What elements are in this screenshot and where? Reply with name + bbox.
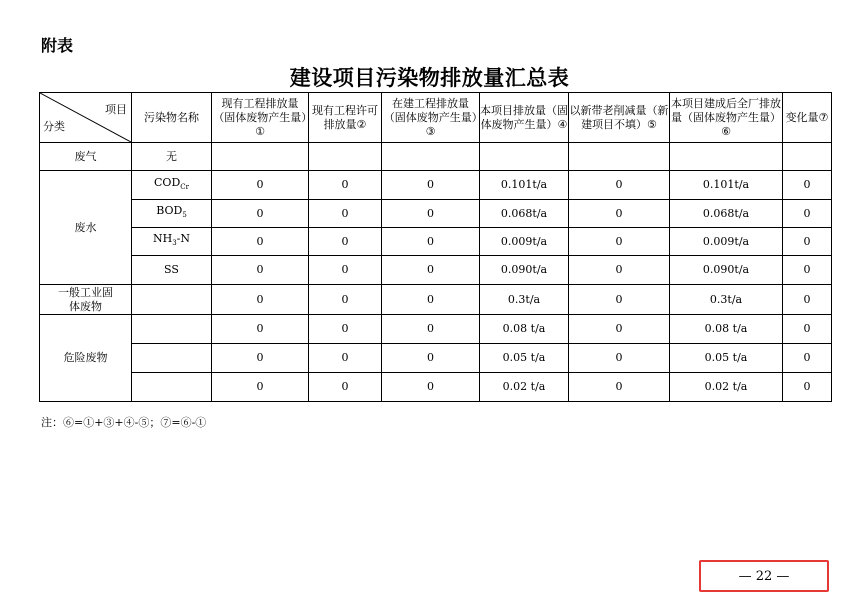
value-cell: 0.009t/a [670,228,783,256]
pollutant-cell [132,228,212,256]
value-cell: 0 [783,285,832,315]
value-cell: 0 [382,256,480,285]
diagonal-line [40,93,131,142]
value-cell: 0 [783,256,832,285]
pollutant-main: BOD [156,204,183,218]
pollutant-subscript: Cr [180,183,189,192]
table-row [40,143,832,171]
table-row [40,171,832,200]
value-cell [670,143,783,171]
value-cell: 0 [569,315,670,344]
value-cell: 0 [212,285,309,315]
value-cell: 0 [382,228,480,256]
table-row [40,200,832,228]
table-title: 建设项目污染物排放量汇总表 [289,66,570,90]
page-number: — 22 — [738,569,790,584]
pollutant-cell [132,344,212,373]
value-cell: 0 [212,171,309,200]
header-category-label: 分类 [43,120,65,133]
value-cell: 0 [309,373,382,402]
header-plant-total: 本项目建成后全厂排放量（固体废物产生量）⑥ [670,93,783,143]
value-cell: 0 [382,171,480,200]
value-cell: 0.05 t/a [670,344,783,373]
header-reduction: 以新带老削减量（新建项目不填）⑤ [569,93,670,143]
value-cell: 0 [382,315,480,344]
value-cell: 0.3t/a [670,285,783,315]
value-cell: 0 [569,373,670,402]
value-cell: 0.05 t/a [480,344,569,373]
table-row [40,256,832,285]
header-row [40,93,832,143]
attachment-label: 附表 [41,36,74,55]
pollutant-subscript: 5 [182,211,187,220]
header-pollutant-name: 污染物名称 [132,93,212,143]
value-cell: 0.090t/a [670,256,783,285]
value-cell: 0 [382,200,480,228]
value-cell: 0.3t/a [480,285,569,315]
value-cell: 0 [212,373,309,402]
value-cell: 0 [569,285,670,315]
value-cell [212,143,309,171]
category-cell: 危险废物 [40,315,132,402]
value-cell: 0 [309,285,382,315]
value-cell: 0.08 t/a [480,315,569,344]
pollutant-tail: -N [176,232,191,246]
value-cell: 0 [212,200,309,228]
pollutant-cell [132,373,212,402]
value-cell: 0 [783,344,832,373]
value-cell: 0 [309,200,382,228]
value-cell: 0 [569,228,670,256]
header-corner-cell [40,93,132,143]
value-cell: 0 [783,315,832,344]
value-cell [783,143,832,171]
pollutant-cell [132,200,212,228]
pollutant-cell [132,171,212,200]
pollutant-main: NH [152,232,173,246]
value-cell: 0.02 t/a [480,373,569,402]
header-existing-permit: 现有工程许可排放量② [309,93,382,143]
category-cell: 一般工业固体废物 [40,285,132,315]
pollutant-cell [132,285,212,315]
value-cell: 0 [382,373,480,402]
table-row [40,315,832,344]
value-cell: 0.009t/a [480,228,569,256]
pollutant-cell: 无 [132,143,212,171]
value-cell: 0 [212,256,309,285]
value-cell: 0 [783,373,832,402]
value-cell: 0 [382,285,480,315]
value-cell: 0 [212,228,309,256]
table-row [40,373,832,402]
pollutant-subscript: 3 [172,239,177,248]
emission-summary-table [39,92,832,402]
value-cell [309,143,382,171]
value-cell: 0.101t/a [670,171,783,200]
header-existing-emission: 现有工程排放量（固体废物产生量）① [212,93,309,143]
value-cell: 0 [309,344,382,373]
value-cell: 0 [212,315,309,344]
value-cell: 0 [569,200,670,228]
value-cell: 0 [569,256,670,285]
table-row [40,228,832,256]
value-cell: 0 [309,256,382,285]
header-change: 变化量⑦ [783,93,832,143]
value-cell: 0.101t/a [480,171,569,200]
value-cell: 0.068t/a [480,200,569,228]
value-cell: 0 [783,171,832,200]
header-this-project: 本项目排放量（固体废物产生量）④ [480,93,569,143]
value-cell: 0.08 t/a [670,315,783,344]
value-cell: 0.02 t/a [670,373,783,402]
category-cell: 废水 [40,171,132,285]
value-cell: 0 [783,228,832,256]
pollutant-cell: SS [132,256,212,285]
table-row [40,285,832,315]
value-cell: 0 [569,344,670,373]
category-cell: 废气 [40,143,132,171]
value-cell: 0 [783,200,832,228]
value-cell [382,143,480,171]
header-item-label: 项目 [105,103,127,116]
value-cell: 0 [212,344,309,373]
value-cell: 0.090t/a [480,256,569,285]
header-under-construction: 在建工程排放量（固体废物产生量）③ [382,93,480,143]
pollutant-cell [132,315,212,344]
value-cell [480,143,569,171]
table-row [40,344,832,373]
value-cell: 0 [309,228,382,256]
pollutant-main: COD [154,175,181,189]
value-cell [569,143,670,171]
table-footnote: 注：⑥=①+③+④-⑤；⑦=⑥-① [41,416,207,429]
value-cell: 0 [309,315,382,344]
value-cell: 0.068t/a [670,200,783,228]
value-cell: 0 [382,344,480,373]
value-cell: 0 [569,171,670,200]
page-number-highlight [699,560,829,592]
value-cell: 0 [309,171,382,200]
